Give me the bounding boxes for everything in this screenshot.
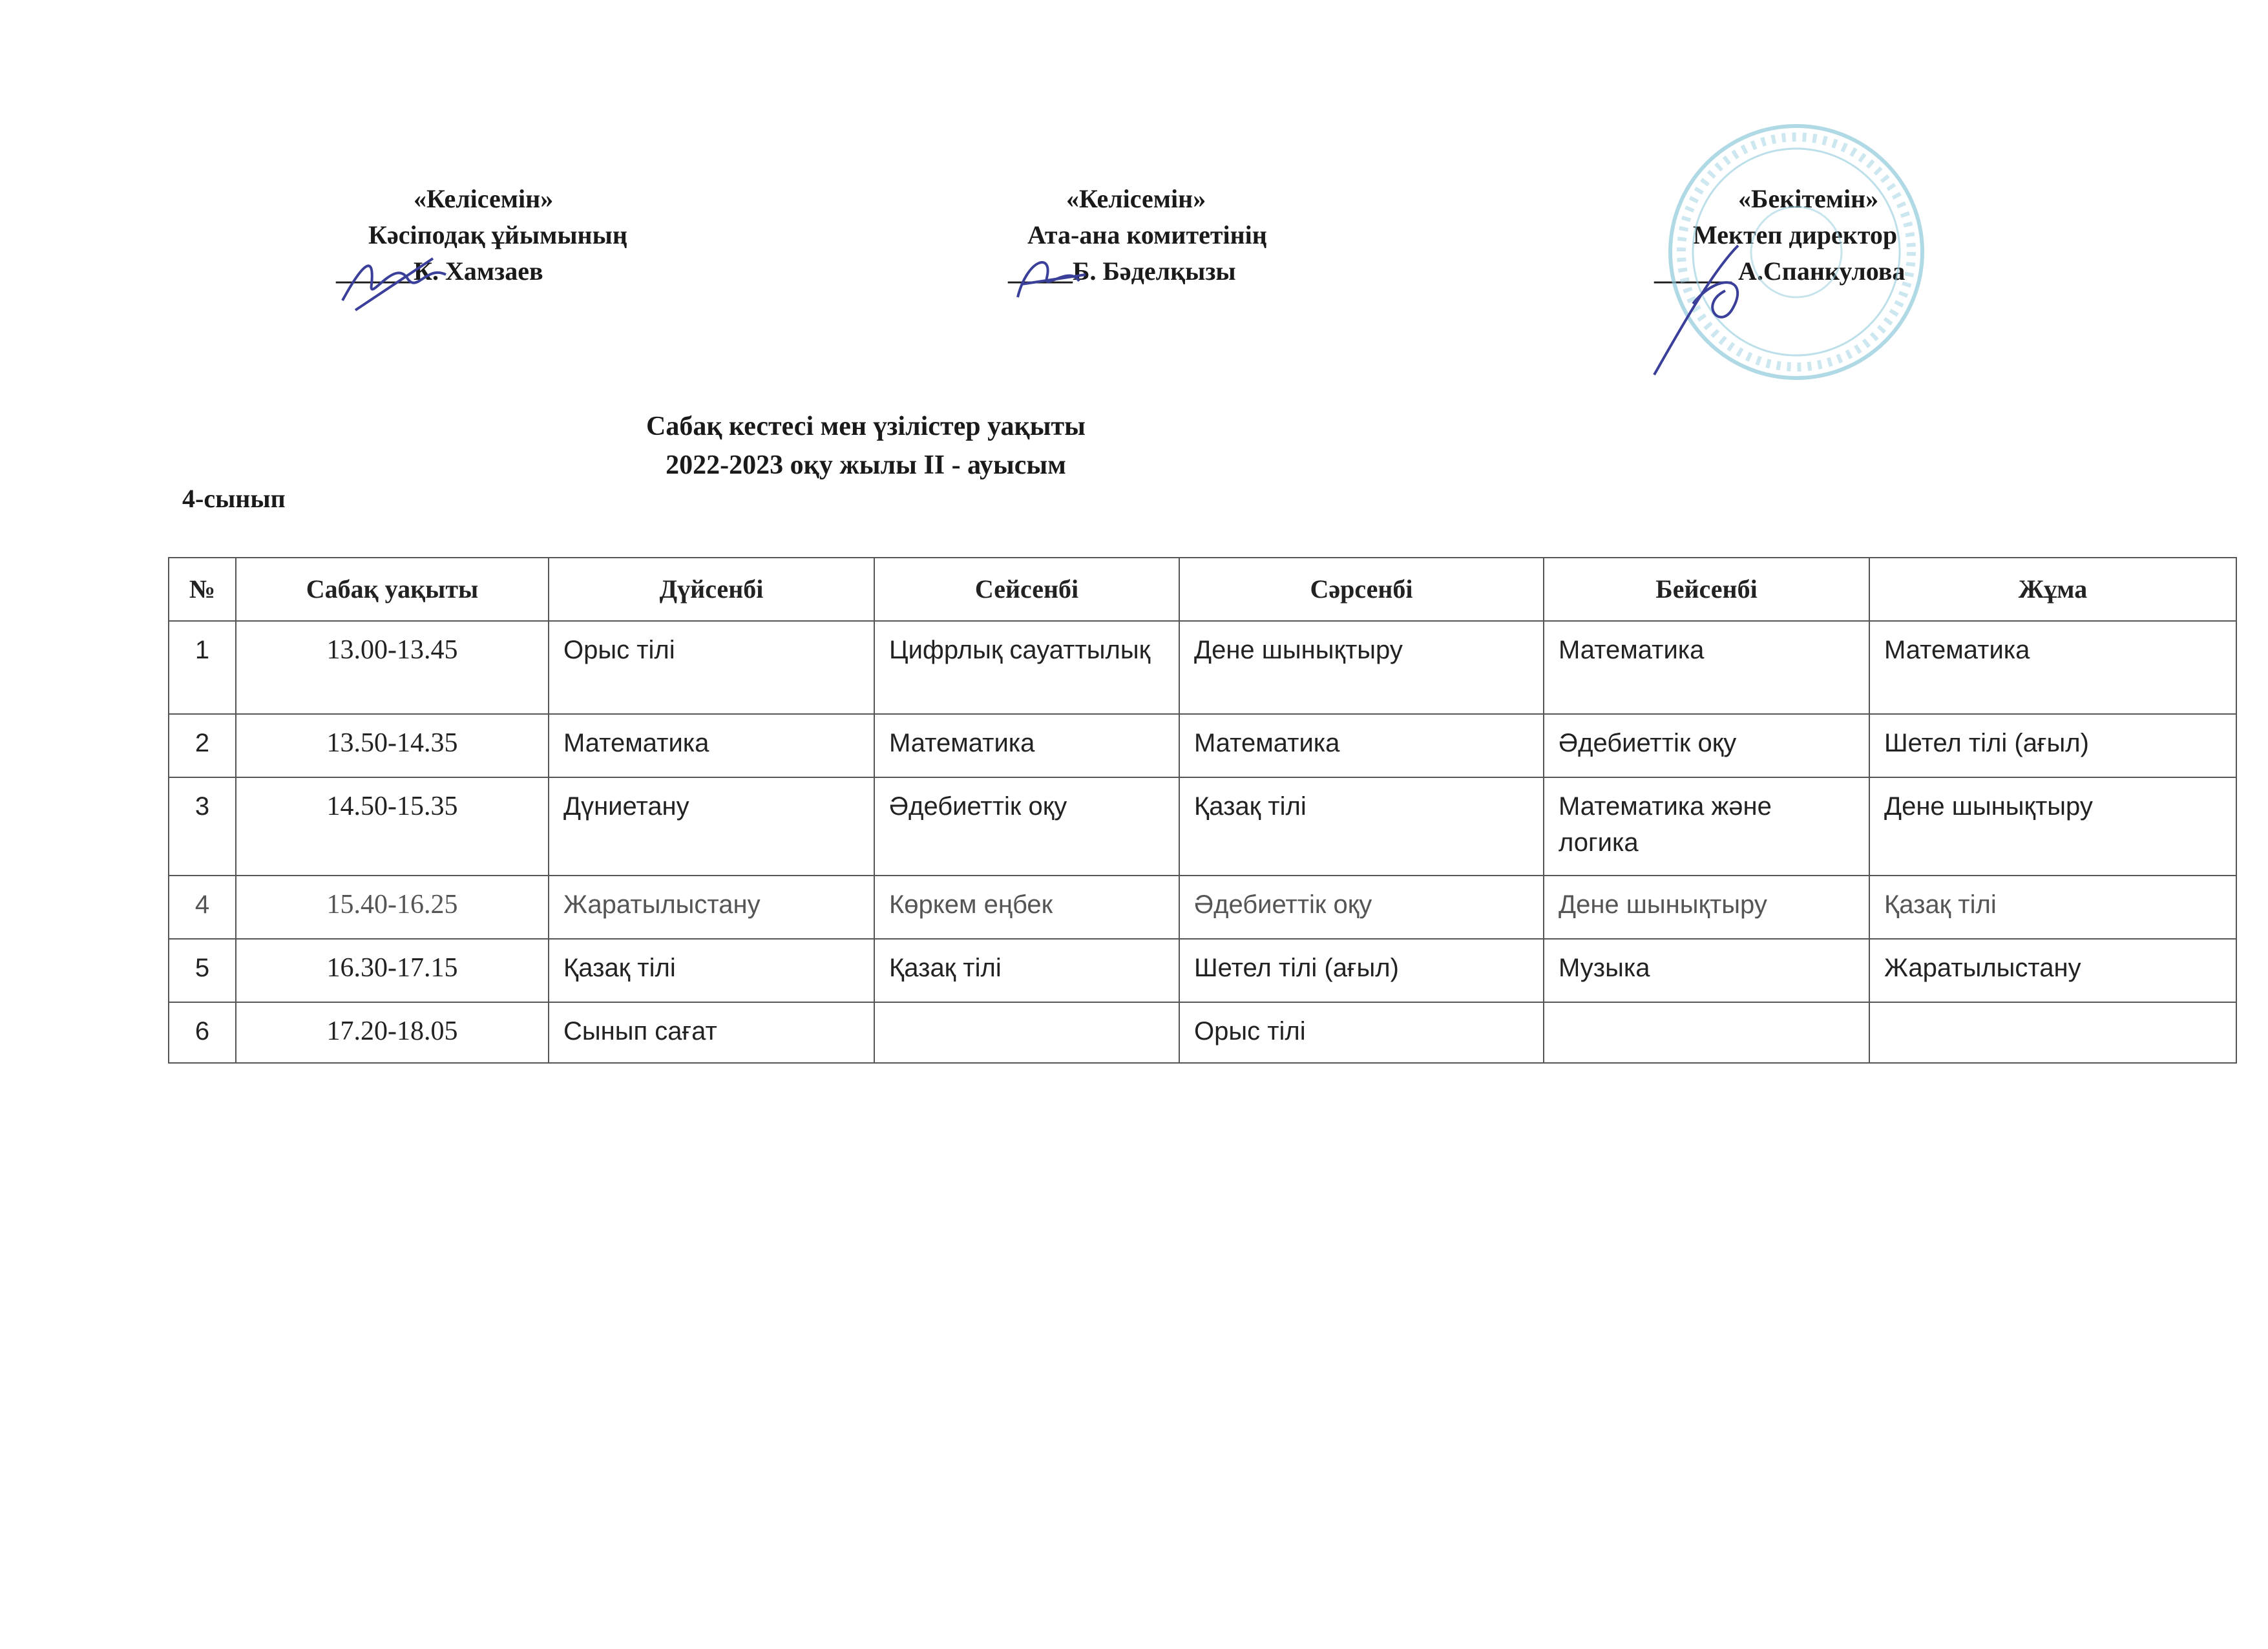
signature-scribble: [1641, 233, 1783, 381]
cell-wednesday: Орыс тілі: [1179, 1002, 1544, 1063]
approval-heading: «Келісемін»: [414, 184, 554, 213]
cell-monday: Дүниетану: [549, 777, 874, 876]
document-title: [0, 407, 1732, 485]
table-row: [169, 621, 2236, 714]
cell-number: 1: [169, 621, 236, 714]
header-tuesday: Сейсенбі: [874, 558, 1179, 621]
approval-signatory: _____Б. Бәделқызы: [1008, 257, 1236, 286]
cell-number: 3: [169, 777, 236, 876]
class-label: 4-сынып: [182, 484, 286, 513]
cell-thursday: Дене шынықтыру: [1544, 876, 1869, 939]
cell-number: 5: [169, 939, 236, 1002]
cell-tuesday: Қазақ тілі: [874, 939, 1179, 1002]
cell-tuesday: Әдебиеттік оқу: [874, 777, 1179, 876]
cell-wednesday: Шетел тілі (ағыл): [1179, 939, 1544, 1002]
header-number: №: [169, 558, 236, 621]
cell-time: 17.20-18.05: [236, 1002, 549, 1063]
cell-thursday: Әдебиеттік оқу: [1544, 714, 1869, 777]
cell-tuesday: Математика: [874, 714, 1179, 777]
approval-role: Ата-ана комитетінің: [1027, 220, 1267, 249]
signature-scribble: [1008, 246, 1105, 310]
approval-heading: «Бекітемін»: [1738, 184, 1879, 213]
header-thursday: Бейсенбі: [1544, 558, 1869, 621]
header-monday: Дүйсенбі: [549, 558, 874, 621]
cell-friday: Математика: [1869, 621, 2236, 714]
cell-wednesday: Дене шынықтыру: [1179, 621, 1544, 714]
cell-monday: Жаратылыстану: [549, 876, 874, 939]
table-row: [169, 1002, 2236, 1063]
header-lesson-time: Сабақ уақыты: [236, 558, 549, 621]
cell-thursday: Музыка: [1544, 939, 1869, 1002]
approval-signatory: ______К. Хамзаев: [336, 257, 543, 286]
cell-monday: Қазақ тілі: [549, 939, 874, 1002]
table-row: [169, 777, 2236, 876]
approval-role: Мектеп директор: [1693, 220, 1898, 249]
cell-number: 2: [169, 714, 236, 777]
table-row: [169, 939, 2236, 1002]
cell-time: 13.00-13.45: [236, 621, 549, 714]
cell-thursday: [1544, 1002, 1869, 1063]
cell-thursday: Математика: [1544, 621, 1869, 714]
cell-friday: [1869, 1002, 2236, 1063]
approval-role: Кәсіподақ ұйымының: [368, 220, 627, 249]
cell-tuesday: Көркем еңбек: [874, 876, 1179, 939]
table-header-row: [169, 558, 2236, 621]
cell-monday: Орыс тілі: [549, 621, 874, 714]
cell-time: 14.50-15.35: [236, 777, 549, 876]
cell-tuesday: Цифрлық сауаттылық: [874, 621, 1179, 714]
cell-time: 16.30-17.15: [236, 939, 549, 1002]
cell-friday: Шетел тілі (ағыл): [1869, 714, 2236, 777]
cell-thursday: Математика және логика: [1544, 777, 1869, 876]
title-line-2: 2022-2023 оқу жылы ІІ - ауысым: [666, 450, 1066, 480]
title-line-1: Сабақ кестесі мен үзілістер уақыты: [646, 412, 1086, 441]
cell-monday: Математика: [549, 714, 874, 777]
schedule-table: [168, 557, 2237, 1064]
cell-number: 6: [169, 1002, 236, 1063]
cell-time: 13.50-14.35: [236, 714, 549, 777]
header-friday: Жұма: [1869, 558, 2236, 621]
header-wednesday: Сәрсенбі: [1179, 558, 1544, 621]
table-row: [169, 876, 2236, 939]
table-row: [169, 714, 2236, 777]
cell-tuesday: [874, 1002, 1179, 1063]
cell-time: 15.40-16.25: [236, 876, 549, 939]
cell-wednesday: Қазақ тілі: [1179, 777, 1544, 876]
cell-wednesday: Әдебиеттік оқу: [1179, 876, 1544, 939]
signature-scribble: [336, 239, 465, 317]
cell-number: 4: [169, 876, 236, 939]
approval-heading: «Келісемін»: [1066, 184, 1206, 213]
cell-wednesday: Математика: [1179, 714, 1544, 777]
approval-signatory: ______ А.Спанкулова: [1654, 257, 1906, 286]
cell-friday: Дене шынықтыру: [1869, 777, 2236, 876]
cell-monday: Сынып сағат: [549, 1002, 874, 1063]
cell-friday: Жаратылыстану: [1869, 939, 2236, 1002]
cell-friday: Қазақ тілі: [1869, 876, 2236, 939]
